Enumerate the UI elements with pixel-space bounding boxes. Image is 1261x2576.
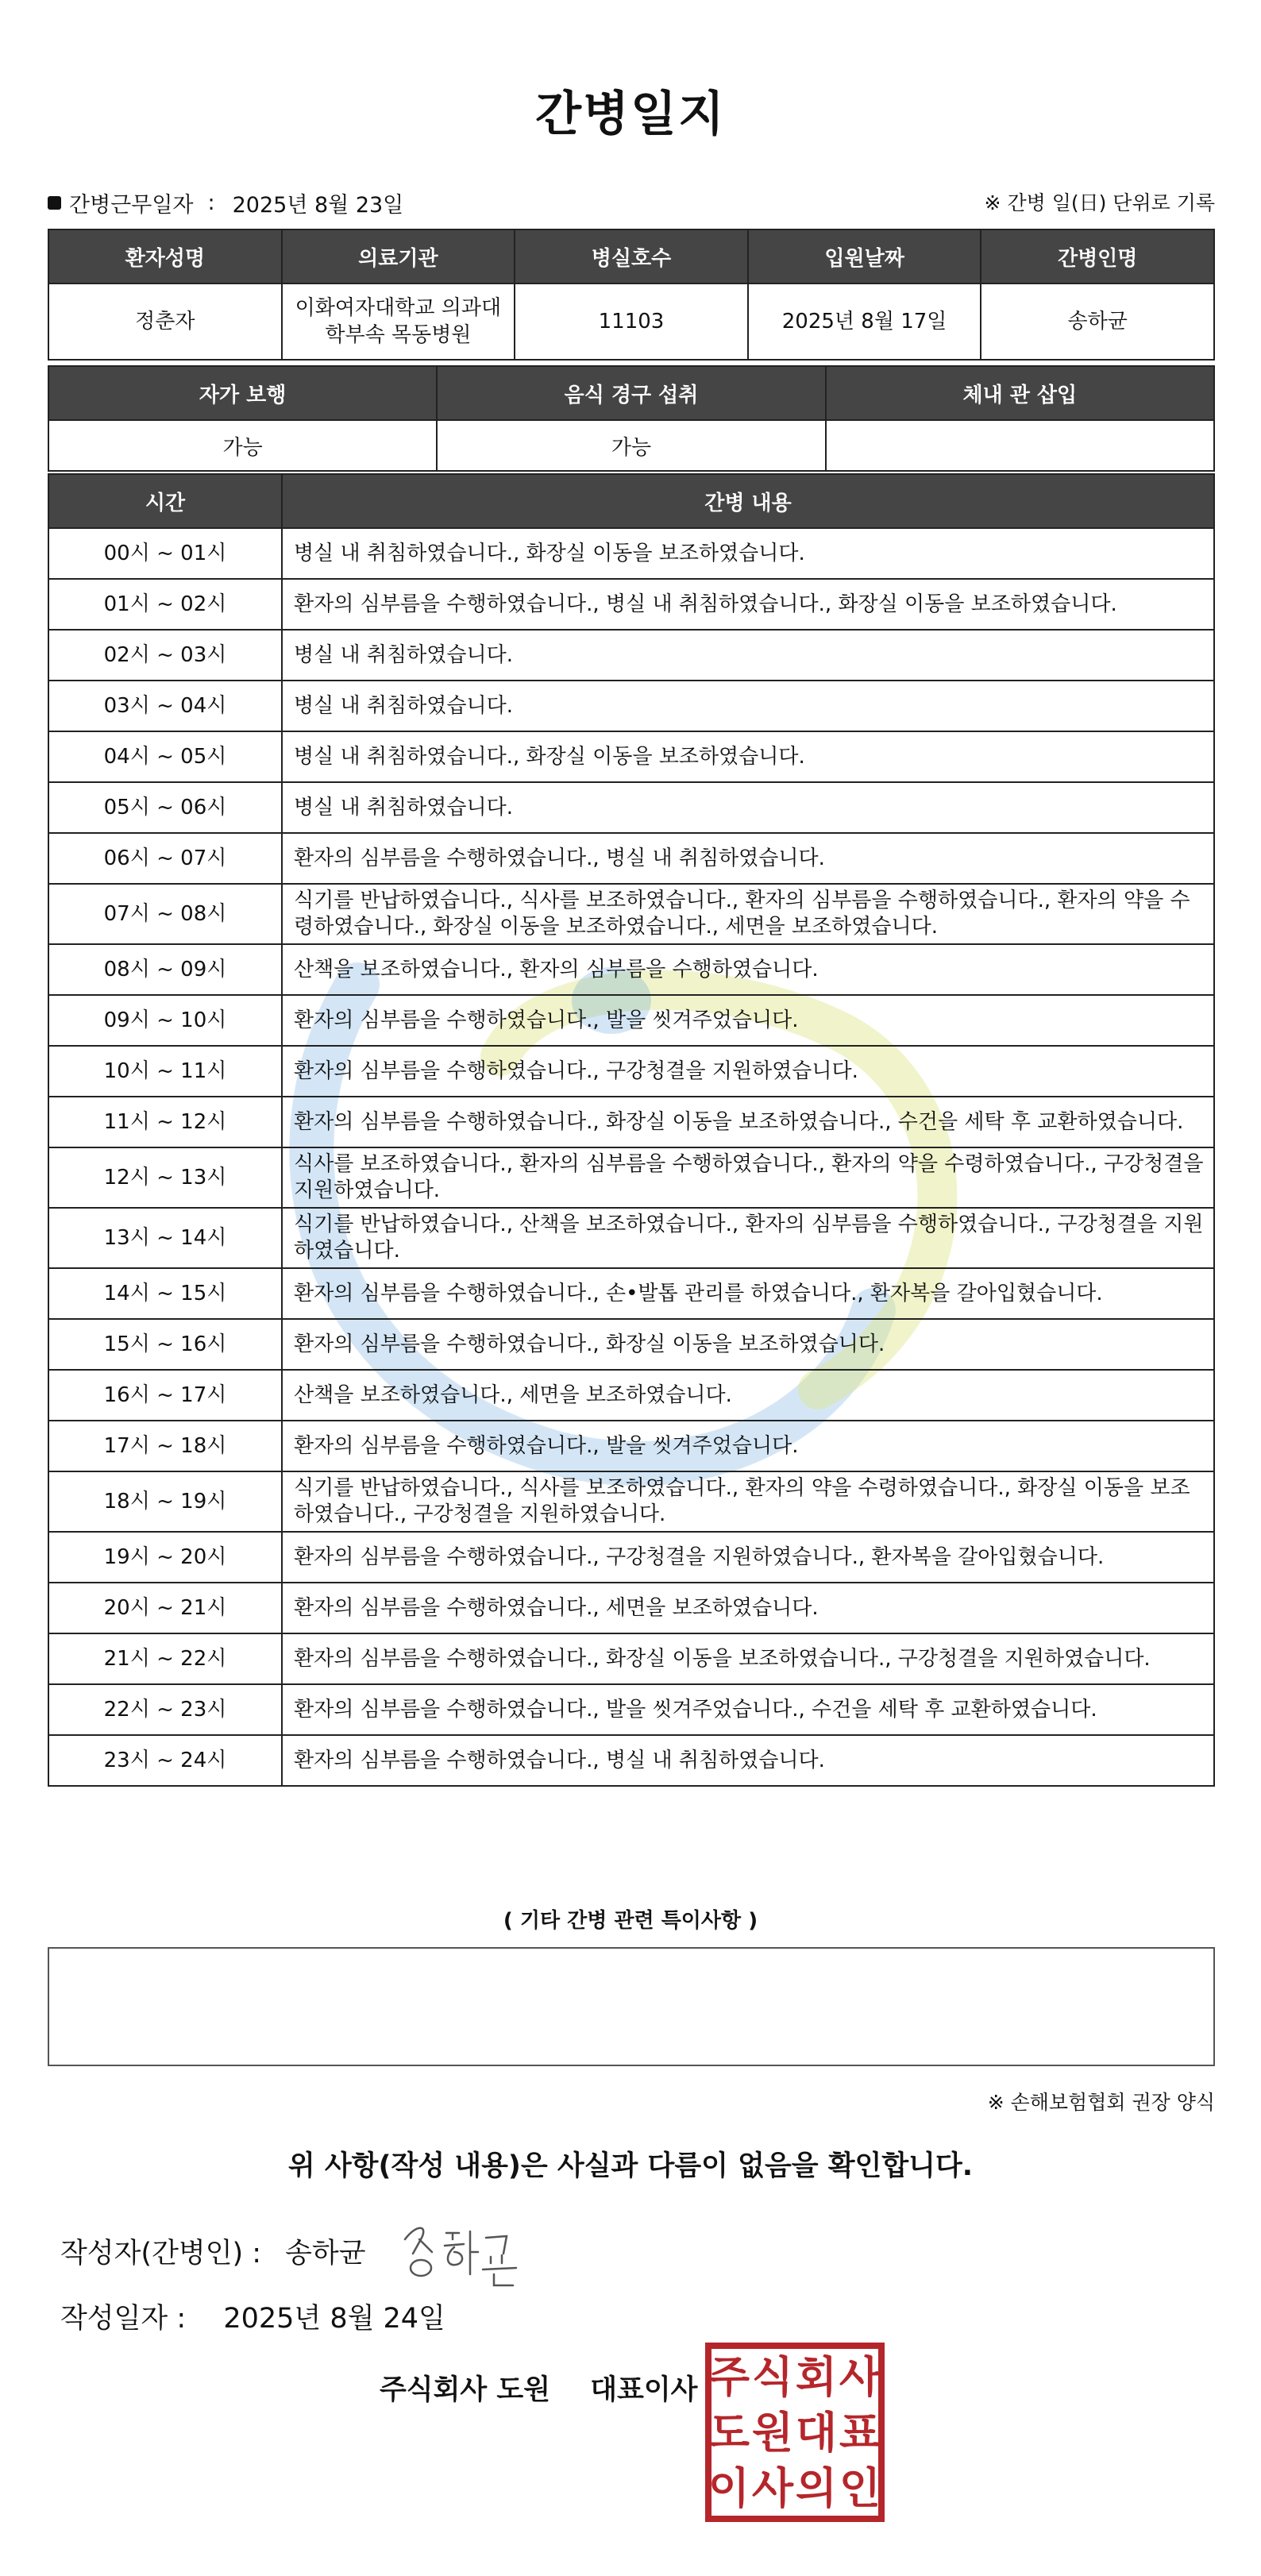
patient-info-table — [48, 229, 1215, 361]
seal-char: 도 — [708, 2408, 750, 2458]
seal-char: 원 — [751, 2408, 794, 2458]
header-care-content: 간병 내용 — [282, 474, 1214, 528]
care-log-table — [48, 473, 1215, 1787]
seal-char: 주 — [708, 2352, 750, 2402]
admission-date: 2025년 8월 17일 — [748, 283, 981, 360]
log-content: 환자의 심부름을 수행하였습니다., 발을 씻겨주었습니다., 수건을 세탁 후 교환하였습니다. — [282, 1684, 1214, 1735]
company-representative: 대표이사 — [590, 2374, 698, 2406]
log-row — [48, 1684, 1214, 1735]
writer-label: 작성자(간병인) : — [60, 2238, 262, 2269]
confirm-statement: 위 사항(작성 내용)은 사실과 다름이 없음을 확인합니다. — [287, 2150, 974, 2182]
log-row — [48, 833, 1214, 884]
header-self-walking: 자가 보행 — [48, 366, 437, 420]
log-time: 07시 ~ 08시 — [48, 884, 282, 944]
log-row — [48, 1268, 1214, 1319]
log-content: 식기를 반납하였습니다., 식사를 보조하였습니다., 환자의 심부름을 수행하였습니다., 환자의 약을 수령하였습니다., 화장실 이동을 보조하였습니다., 세면을 보조하였습니다. — [282, 884, 1214, 944]
seal-char: 대 — [795, 2408, 838, 2458]
self-walking-value: 가능 — [48, 420, 437, 471]
log-time: 01시 ~ 02시 — [48, 579, 282, 630]
seal-char: 사 — [839, 2352, 881, 2402]
log-time: 18시 ~ 19시 — [48, 1471, 282, 1532]
log-time: 19시 ~ 20시 — [48, 1532, 282, 1583]
log-row — [48, 782, 1214, 833]
log-time: 04시 ~ 05시 — [48, 731, 282, 782]
header-room: 병실호수 — [515, 229, 748, 283]
patient-name: 정춘자 — [48, 283, 282, 360]
write-date — [60, 2296, 445, 2336]
care-status-value-row — [48, 420, 1214, 471]
notes-title: ( 기타 간병 관련 특이사항 ) — [503, 1909, 758, 1933]
log-time: 06시 ~ 07시 — [48, 833, 282, 884]
log-content: 환자의 심부름을 수행하였습니다., 병실 내 취침하였습니다. — [282, 833, 1214, 884]
log-row — [48, 1633, 1214, 1684]
care-log-header-row — [48, 474, 1214, 528]
log-content: 병실 내 취침하였습니다. — [282, 681, 1214, 731]
log-row — [48, 1046, 1214, 1097]
writer — [60, 2231, 366, 2271]
work-date-label: 간병근무일자 — [69, 193, 194, 218]
log-content: 식사를 보조하였습니다., 환자의 심부름을 수행하였습니다., 환자의 약을 수령하였습니다., 구강청결을 지원하였습니다. — [282, 1147, 1214, 1208]
tube-insertion-value — [826, 420, 1214, 471]
log-time: 13시 ~ 14시 — [48, 1208, 282, 1268]
log-content: 환자의 심부름을 수행하였습니다., 발을 씻겨주었습니다. — [282, 1421, 1214, 1471]
log-content: 환자의 심부름을 수행하였습니다., 구강청결을 지원하였습니다. — [282, 1046, 1214, 1097]
log-time: 05시 ~ 06시 — [48, 782, 282, 833]
work-date-value: 2025년 8월 23일 — [232, 193, 404, 218]
log-time: 23시 ~ 24시 — [48, 1735, 282, 1786]
log-time: 15시 ~ 16시 — [48, 1319, 282, 1370]
log-time: 12시 ~ 13시 — [48, 1147, 282, 1208]
seal-char: 의 — [795, 2463, 838, 2513]
log-time: 14시 ~ 15시 — [48, 1268, 282, 1319]
log-row — [48, 1147, 1214, 1208]
header-caregiver: 간병인명 — [981, 229, 1214, 283]
company — [380, 2368, 697, 2408]
log-time: 09시 ~ 10시 — [48, 995, 282, 1046]
log-time: 10시 ~ 11시 — [48, 1046, 282, 1097]
header-hospital: 의료기관 — [282, 229, 515, 283]
log-time: 17시 ~ 18시 — [48, 1421, 282, 1471]
log-time: 00시 ~ 01시 — [48, 528, 282, 579]
log-content: 환자의 심부름을 수행하였습니다., 손•발톱 관리를 하였습니다., 환자복을 갈아입혔습니다. — [282, 1268, 1214, 1319]
work-date-colon: : — [207, 191, 215, 215]
company-name: 주식회사 도원 — [380, 2374, 551, 2406]
log-content: 환자의 심부름을 수행하였습니다., 화장실 이동을 보조하였습니다. — [282, 1319, 1214, 1370]
log-row — [48, 1370, 1214, 1421]
log-row — [48, 731, 1214, 782]
log-content: 환자의 심부름을 수행하였습니다., 구강청결을 지원하였습니다., 환자복을 갈아입혔습니다. — [282, 1532, 1214, 1583]
page-title: 간병일지 — [535, 87, 726, 142]
log-row — [48, 1421, 1214, 1471]
log-row — [48, 995, 1214, 1046]
patient-info-value-row — [48, 283, 1214, 360]
unit-note: ※ 간병 일(日) 단위로 기록 — [984, 191, 1215, 214]
header-time: 시간 — [48, 474, 282, 528]
log-content: 병실 내 취침하였습니다., 화장실 이동을 보조하였습니다. — [282, 528, 1214, 579]
log-time: 21시 ~ 22시 — [48, 1633, 282, 1684]
care-status-table — [48, 365, 1215, 472]
header-oral-intake: 음식 경구 섭취 — [437, 366, 825, 420]
log-content: 환자의 심부름을 수행하였습니다., 세면을 보조하였습니다. — [282, 1583, 1214, 1633]
log-row — [48, 681, 1214, 731]
log-content: 환자의 심부름을 수행하였습니다., 화장실 이동을 보조하였습니다., 구강청결을 지원하였습니다. — [282, 1633, 1214, 1684]
log-row — [48, 630, 1214, 681]
care-status-header-row — [48, 366, 1214, 420]
log-content: 환자의 심부름을 수행하였습니다., 병실 내 취침하였습니다., 화장실 이동을 보조하였습니다. — [282, 579, 1214, 630]
care-log-body — [48, 528, 1214, 1786]
log-time: 02시 ~ 03시 — [48, 630, 282, 681]
log-content: 환자의 심부름을 수행하였습니다., 병실 내 취침하였습니다. — [282, 1735, 1214, 1786]
seal-char: 이 — [708, 2463, 750, 2513]
hospital-name — [282, 283, 515, 360]
seal-char: 표 — [839, 2408, 881, 2458]
log-content: 환자의 심부름을 수행하였습니다., 화장실 이동을 보조하였습니다., 수건을 세탁 후 교환하였습니다. — [282, 1097, 1214, 1147]
notes-box — [48, 1947, 1215, 2066]
log-time: 22시 ~ 23시 — [48, 1684, 282, 1735]
log-content: 병실 내 취침하였습니다. — [282, 782, 1214, 833]
log-content: 산책을 보조하였습니다., 환자의 심부름을 수행하였습니다. — [282, 944, 1214, 995]
square-bullet-icon — [48, 196, 61, 210]
recommend-note: ※ 손해보험협회 권장 양식 — [987, 2091, 1215, 2114]
write-date-value: 2025년 8월 24일 — [223, 2303, 445, 2335]
log-row — [48, 944, 1214, 995]
log-row — [48, 1208, 1214, 1268]
writer-name: 송하균 — [285, 2238, 366, 2269]
log-time: 08시 ~ 09시 — [48, 944, 282, 995]
header-tube-insertion: 체내 관 삽입 — [826, 366, 1214, 420]
patient-info-header-row — [48, 229, 1214, 283]
seal-char: 회 — [795, 2352, 838, 2402]
seal-char: 인 — [839, 2463, 881, 2513]
log-row — [48, 884, 1214, 944]
caregiver-name: 송하균 — [981, 283, 1214, 360]
log-row — [48, 1097, 1214, 1147]
log-time: 03시 ~ 04시 — [48, 681, 282, 731]
log-content: 환자의 심부름을 수행하였습니다., 발을 씻겨주었습니다. — [282, 995, 1214, 1046]
log-row — [48, 1583, 1214, 1633]
hospital-name-text: 이화여자대학교 의과대 학부속 목동병원 — [295, 296, 502, 347]
log-content: 식기를 반납하였습니다., 산책을 보조하였습니다., 환자의 심부름을 수행하였습니다., 구강청결을 지원하였습니다. — [282, 1208, 1214, 1268]
log-time: 16시 ~ 17시 — [48, 1370, 282, 1421]
log-time: 11시 ~ 12시 — [48, 1097, 282, 1147]
log-row — [48, 528, 1214, 579]
handwritten-signature — [397, 2215, 524, 2295]
write-date-label: 작성일자 : — [60, 2303, 187, 2335]
header-admission-date: 입원날짜 — [748, 229, 981, 283]
company-seal — [705, 2343, 885, 2522]
seal-char: 사 — [751, 2463, 794, 2513]
log-content: 병실 내 취침하였습니다. — [282, 630, 1214, 681]
log-content: 식기를 반납하였습니다., 식사를 보조하였습니다., 환자의 약을 수령하였습니다., 화장실 이동을 보조하였습니다., 구강청결을 지원하였습니다. — [282, 1471, 1214, 1532]
log-row — [48, 1319, 1214, 1370]
log-row — [48, 1532, 1214, 1583]
log-row — [48, 579, 1214, 630]
room-number: 11103 — [515, 283, 748, 360]
oral-intake-value: 가능 — [437, 420, 825, 471]
log-row — [48, 1735, 1214, 1786]
log-row — [48, 1471, 1214, 1532]
header-patient-name: 환자성명 — [48, 229, 282, 283]
log-content: 병실 내 취침하였습니다., 화장실 이동을 보조하였습니다. — [282, 731, 1214, 782]
log-content: 산책을 보조하였습니다., 세면을 보조하였습니다. — [282, 1370, 1214, 1421]
seal-char: 식 — [751, 2352, 794, 2402]
log-time: 20시 ~ 21시 — [48, 1583, 282, 1633]
work-date — [48, 187, 403, 218]
